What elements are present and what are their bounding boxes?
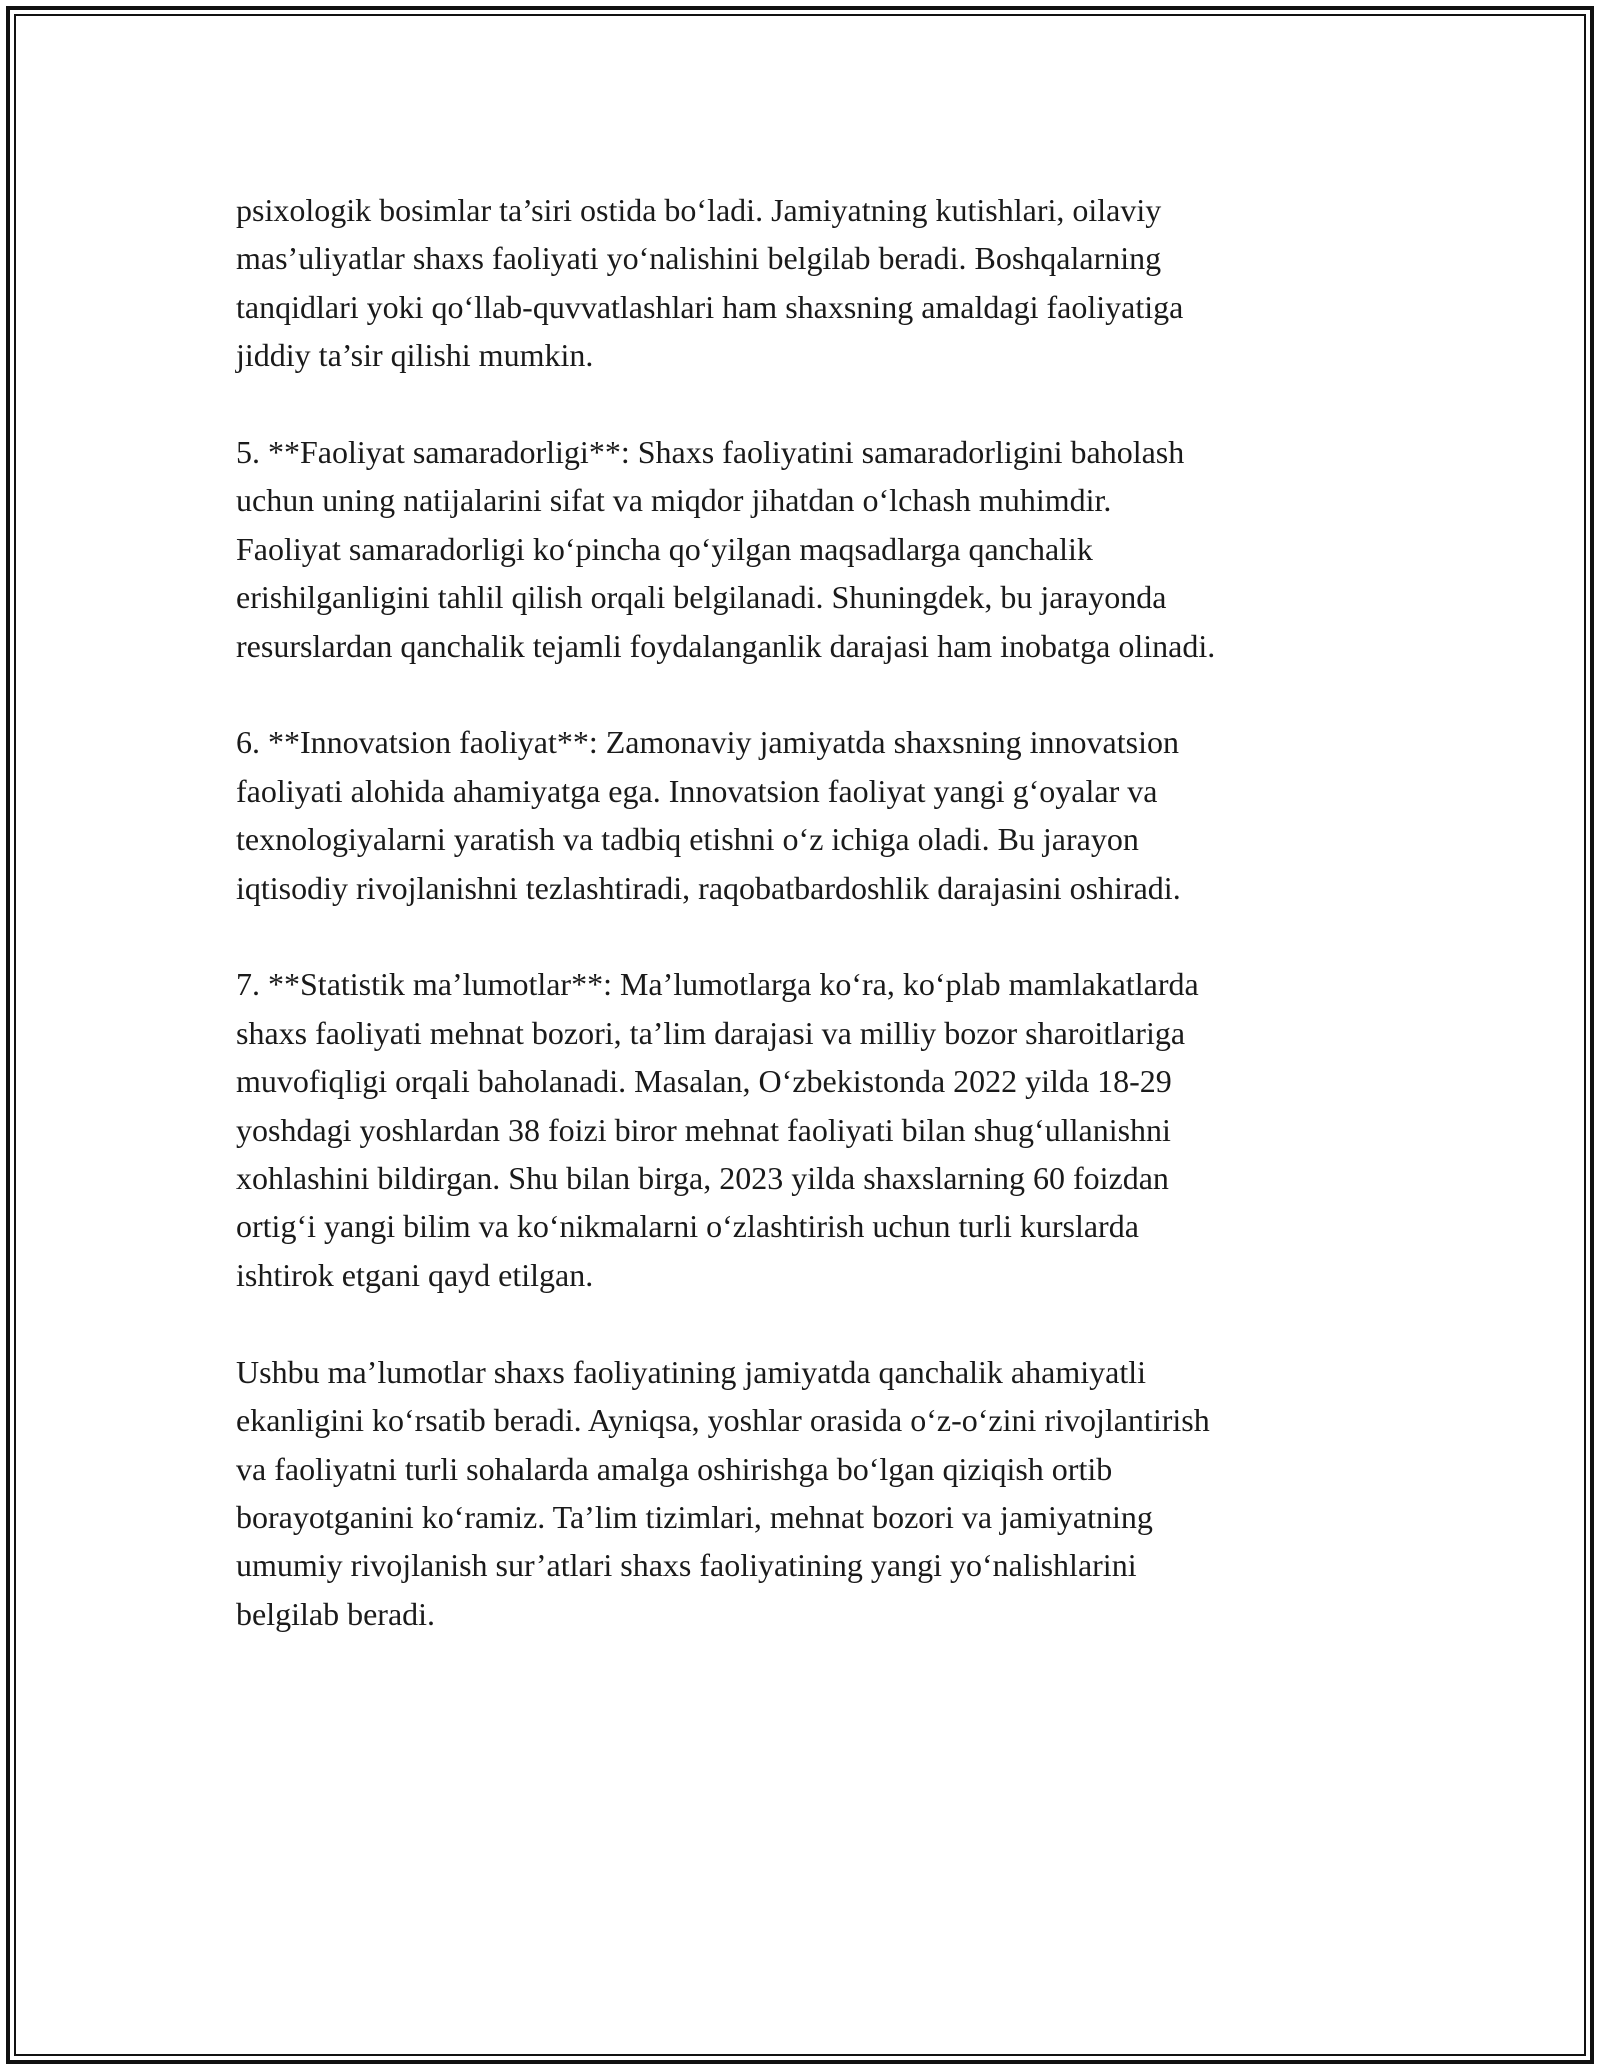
- paragraph-social-pressure: psixologik bosimlar ta’siri ostida bo‘ladi. Jamiyatning kutishlari, oilaviy mas’uliyatlar shaxs faoliyati yo‘nalishini belgilab beradi. Boshqalarning tanqidlari yoki qo‘llab-quvvatlashlari ham shaxsning amaldagi faoliyatiga jiddiy ta’sir qilishi mumkin.: [236, 192, 1184, 374]
- document-body: [236, 186, 1386, 1638]
- paragraph-innovative-activity: 6. **Innovatsion faoliyat**: Zamonaviy jamiyatda shaxsning innovatsion faoliyati alohida ahamiyatga ega. Innovatsion faoliyat yangi g‘oyalar va texnologiyalarni yaratish va tadbiq etishni o‘z ichiga oladi. Bu jarayon iqtisodiy rivojlanishni tezlashtiradi, raqobatbardoshlik darajasini oshiradi.: [236, 724, 1181, 906]
- paragraph-statistical-data: 7. **Statistik ma’lumotlar**: Ma’lumotlarga ko‘ra, ko‘plab mamlakatlarda shaxs faoliyati mehnat bozori, ta’lim darajasi va milliy bozor sharoitlariga muvofiqligi orqali baholanadi. Masalan, O‘zbekistonda 2022 yilda 18-29 yoshdagi yoshlardan 38 foizi biror mehnat faoliyati bilan shug‘ullanishni xohlashini bildirgan. Shu bilan birga, 2023 yilda shaxslarning 60 foizdan ortig‘i yangi bilim va ko‘nikmalarni o‘zlashtirish uchun turli kurslarda ishtirok etgani qayd etilgan.: [236, 966, 1199, 1293]
- paragraph-activity-efficiency: 5. **Faoliyat samaradorligi**: Shaxs faoliyatini samaradorligini baholash uchun uning natijalarini sifat va miqdor jihatdan o‘lchash muhimdir. Faoliyat samaradorligi ko‘pincha qo‘yilgan maqsadlarga qanchalik erishilganligini tahlil qilish orqali belgilanadi. Shuningdek, bu jarayonda resurslardan qanchalik tejamli foydalanganlik darajasi ham inobatga olinadi.: [236, 434, 1216, 664]
- paragraph-conclusion: Ushbu ma’lumotlar shaxs faoliyatining jamiyatda qanchalik ahamiyatli ekanligini ko‘rsatib beradi. Ayniqsa, yoshlar orasida o‘z-o‘zini rivojlantirish va faoliyatni turli sohalarda amalga oshirishga bo‘lgan qiziqish ortib borayotganini ko‘ramiz. Ta’lim tizimlari, mehnat bozori va jamiyatning umumiy rivojlanish sur’atlari shaxs faoliyatining yangi yo‘nalishlarini belgilab beradi.: [236, 1353, 1210, 1632]
